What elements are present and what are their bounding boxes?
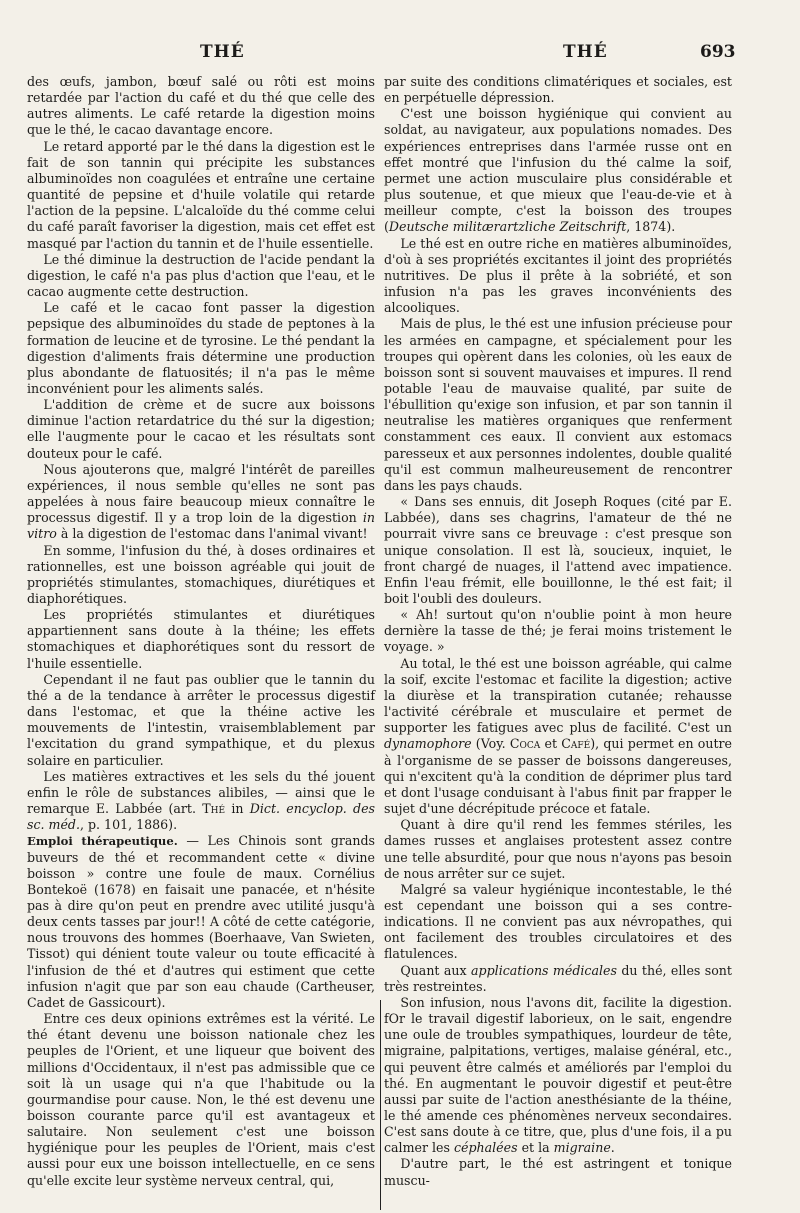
italic-span: migraine: [553, 1140, 611, 1156]
paragraph: des œufs, jambon, bœuf salé ou rôti est moins retardée par l'action du café et du thé que celle des autres aliments. Le café retarde la digestion moins que le thé, le cacao davantage encore.: [27, 74, 375, 138]
text-span: à la digestion de l'estomac dans l'animal vivant!: [60, 526, 368, 542]
paragraph: [384, 106, 732, 235]
paragraph: [27, 462, 375, 543]
column-divider: [380, 1000, 381, 1210]
paragraph: « Ah! surtout qu'on n'oublie point à mon heure dernière la tasse de thé; je ferai moins tristement le voyage. »: [384, 607, 732, 655]
text-span: .: [610, 1140, 615, 1156]
paragraph: D'autre part, le thé est astringent et tonique muscu-: [384, 1156, 732, 1188]
paragraph: En somme, l'infusion du thé, à doses ordinaires et rationnelles, est une boisson agréable qui jouit de propriétés stimulantes, stomachiques, diurétiques et diaphorétiques.: [27, 542, 375, 606]
paragraph: Le retard apporté par le thé dans la digestion est le fait de son tannin qui précipite les substances albuminoïdes non coagulées et entraîne une certaine quantité de pepsine et d'huile volatile qui retarde l'action de la pepsine. L'alcaloïde du thé comme celui du café paraît favoriser la digestion, mais cet effet est masqué par l'action du tannin et de l'huile essentielle.: [27, 138, 375, 251]
right-column: [384, 74, 732, 1189]
paragraph: « Dans ses ennuis, dit Joseph Roques (cité par E. Labbée), dans ses chagrins, l'amateur de thé ne pourrait vivre sans ce breuvage : c'est presque son unique consolation. Il est là, soucieux, inquiet, le front chargé de nuages, il l'attend avec impatience. Enfin l'eau frémit, elle bouillonne, le thé est fait; il boit l'oubli des douleurs.: [384, 494, 732, 606]
page-header: [0, 42, 800, 66]
text-span: , p. 101, 1886).: [79, 817, 178, 833]
paragraph: Le café et le cacao font passer la digestion pepsique des albuminoïdes du stade de peptones à la formation de leucine et de tyrosine. Le thé pendant la digestion d'aliments frais détermine une production plus abondante de flatuosités; il n'a pas le même inconvénient pour les aliments salés.: [27, 300, 375, 396]
text-span: (Voy.: [471, 736, 510, 752]
paragraph: Mais de plus, le thé est une infusion précieuse pour les armées en campagne, et spécialement pour les troupes qui opèrent dans les colonies, où les eaux de boisson sont si souvent mauvaises et impures. Il rend potable l'eau de mauvaise qualité, par suite de l'ébullition qu'exige son infusion, et par son tannin il neutralise les matières organiques que renferment constamment ces eaux. Il convient aux estomacs paresseux et aux personnes indolentes, double qualité qu'il est commun malheureusement de rencontrer dans les pays chauds.: [384, 316, 732, 493]
page-number: 693: [700, 42, 736, 62]
italic-span: céphalées: [453, 1140, 518, 1156]
text-span: Son infusion, nous l'avons dit, facilite la digestion. fOr le travail digestif laborieux, on le sait, engendre une oule de troubles sympathiques, lourdeur de tête, migraine, palpitations, vertiges, malaise général, etc., qui peuvent être calmés et améliorés par l'emploi du thé. En augmentant le pouvoir digestif et peut-être aussi par suite de l'action anesthésiante de la théine, le thé amende ces phénomènes nerveux secondaires. C'est sans doute à ce titre, que, plus d'une fois, il a pu calmer les: [384, 994, 732, 1156]
paragraph: Les propriétés stimulantes et diurétiques appartiennent sans doute à la théine; les effets stomachiques et diaphorétiques sont du ressort de l'huile essentielle.: [27, 607, 375, 671]
text-span: — Les Chinois sont grands buveurs de thé et recommandent cette « divine boisson » contre une foule de maux. Cornélius Bontekoë (1678) en faisait une panacée, et n'hésite pas à dire qu'on peut en prendre avec utilité jusqu'à deux cents tasses par jour!! A côté de cette catégorie, nous trouvons des hommes (Boerhaave, Van Swieten, Tissot) qui dénient toute valeur ou toute efficacité à l'infusion de thé et d'autres qui estiment que cette infusion n'agit que par son eau chaude (Cartheuser, Cadet de Gassicourt).: [27, 833, 375, 1010]
paragraph: Malgré sa valeur hygiénique incontestable, le thé est cependant une boisson qui a ses contre-indications. Il ne convient pas aux névropathes, qui ont facilement des troubles circulatoires et des flatulences.: [384, 881, 732, 962]
text-span: et: [540, 736, 562, 752]
text-span: in: [225, 801, 250, 817]
section-heading: Emploi thérapeutique.: [27, 834, 178, 849]
small-caps-span: Coca: [509, 736, 541, 752]
paragraph: [27, 833, 375, 1011]
text-span: Quant aux: [400, 962, 472, 978]
text-span: Les matières extractives et les sels du thé jouent enfin le rôle de substances alibiles, — ainsi que le remarque E. Labbée (art.: [27, 768, 375, 817]
text-span: ), qui permet en outre à l'organisme de se passer de boissons dangereuses, qui n'excitent qu'à la condition de déprimer plus tard et dont l'usage conduisant à l'abus finit par frapper le sujet d'une décrépitude précoce et fatale.: [384, 736, 732, 817]
italic-span: in vitro: [27, 510, 375, 542]
text-span: et la: [517, 1140, 554, 1156]
italic-span: Dict. encyclop. des sc. méd.: [27, 801, 376, 833]
paragraph: Entre ces deux opinions extrêmes est la vérité. Le thé étant devenu une boisson nationale chez les peuples de l'Orient, et une liqueur que boivent des millions d'Occidentaux, il n'est pas admissible que ce soit là un usage qui n'a que l'habitude ou la gourmandise pour cause. Non, le thé est devenu une boisson courante parce qu'il est avantageux et salutaire. Non seulement c'est une boisson hygiénique pour les peuples de l'Orient, mais c'est aussi pour eux une boisson intellectuelle, en ce sens qu'elle excite leur système nerveux central, qui,: [27, 1011, 375, 1188]
italic-span: Deutsche militærartzliche Zeitschrift: [388, 219, 627, 235]
paragraph: Le thé est en outre riche en matières albuminoïdes, d'où à ses propriétés excitantes il joint des propriétés nutritives. De plus il prête à la sobriété, et son infusion n'a pas les graves inconvénients des alcooliques.: [384, 235, 732, 316]
text-span: Au total, le thé est une boisson agréable, qui calme la soif, excite l'estomac et facilite la digestion; active la diurèse et la transpiration cutanée; rehausse l'activité cérébrale et musculaire et permet de supporter les fatigues avec plus de facilité. C'est un: [384, 655, 732, 736]
text-span: Nous ajouterons que, malgré l'intérêt de pareilles expériences, il nous semble qu'elles ne sont pas appelées à nous faire beaucoup mieux connaître le processus digestif. Il y a trop loin de la digestion: [27, 461, 375, 526]
running-title-left: THÉ: [200, 42, 245, 62]
text-span: , 1874).: [626, 219, 676, 235]
small-caps-span: Thé: [202, 801, 226, 817]
italic-span: applications médicales: [471, 962, 617, 978]
small-caps-span: Café: [561, 736, 591, 752]
paragraph: [384, 656, 732, 818]
paragraph: [384, 995, 732, 1157]
paragraph: Quant à dire qu'il rend les femmes stériles, les dames russes et anglaises protestent assez contre une telle absurdité, pour que nous n'ayons pas besoin de nous arrêter sur ce sujet.: [384, 817, 732, 881]
left-column: [27, 74, 375, 1189]
running-title-right: THÉ: [563, 42, 608, 62]
text-span: du thé, elles sont très restreintes.: [384, 962, 732, 994]
paragraph: [27, 769, 375, 834]
paragraph: Cependant il ne faut pas oublier que le tannin du thé a de la tendance à arrêter le processus digestif dans l'estomac, et que la théine active les mouvements de l'intestin, vraisemblablement par l'excitation du grand sympathique, et du plexus solaire en particulier.: [27, 671, 375, 768]
paragraph: L'addition de crème et de sucre aux boissons diminue l'action retardatrice du thé sur la digestion; elle l'augmente pour le cacao et les résultats sont douteux pour le café.: [27, 397, 375, 461]
paragraph: Le thé diminue la destruction de l'acide pendant la digestion, le café n'a pas plus d'action que l'eau, et le cacao augmente cette destruction.: [27, 251, 375, 300]
paragraph: [384, 963, 732, 995]
text-span: C'est une boisson hygiénique qui convient au soldat, au navigateur, aux populations nomades. Des expériences entreprises dans l'armée russe ont en effet montré que l'infusion du thé calme la soif, permet une action musculaire plus considérable et plus soutenue, et que mieux que l'eau-de-vie et à meilleur compte, c'est la boisson des troupes (: [384, 106, 732, 235]
paragraph: par suite des conditions climatériques et sociales, est en perpétuelle dépression.: [384, 74, 732, 106]
italic-span: dynamophore: [384, 736, 472, 752]
